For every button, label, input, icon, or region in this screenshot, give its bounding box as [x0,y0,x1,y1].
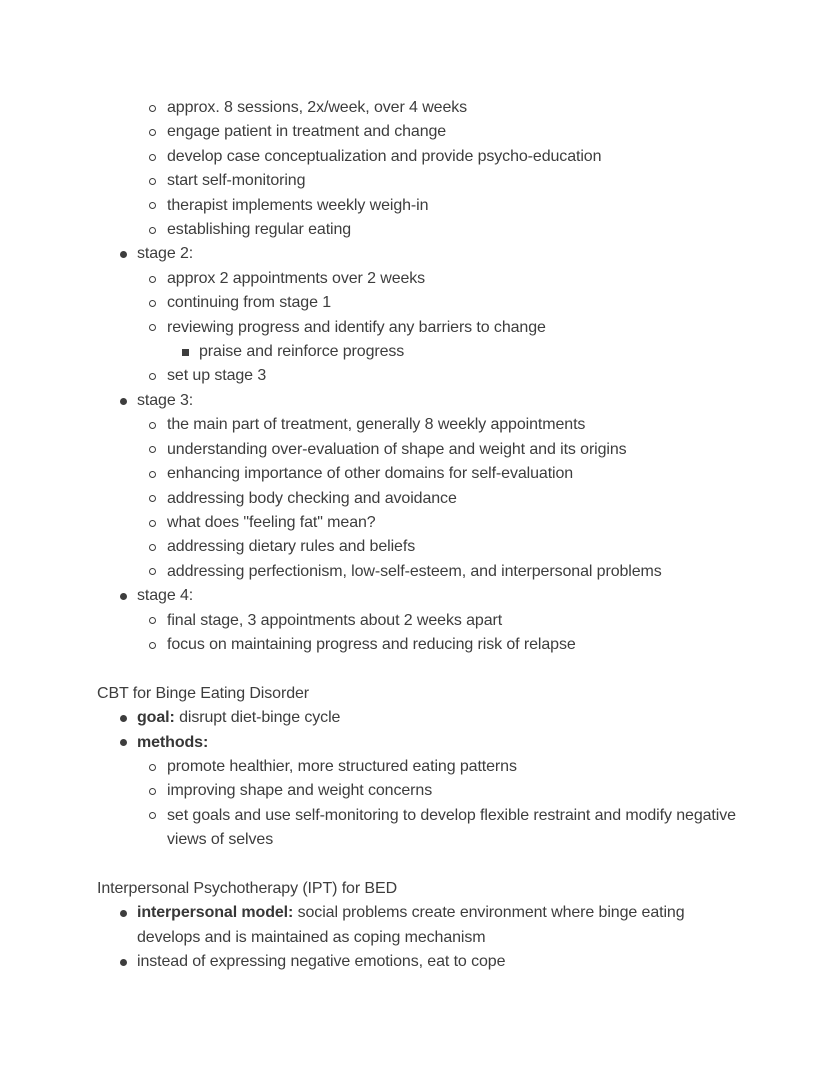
list-item-text: set up stage 3 [167,367,267,385]
list-item [97,755,737,779]
blank-line [97,853,737,877]
list-item-text: establishing regular eating [167,221,352,239]
list-item [97,242,737,266]
section-heading [97,682,737,706]
list-item-text: stage 2: [137,245,194,263]
list-item [97,584,737,608]
list-item [97,218,737,242]
list-item-text: what does "feeling fat" mean? [167,513,376,531]
list-item-text: promote healthier, more structured eating patterns [167,757,517,775]
list-item [97,633,737,657]
list-item-text: set goals and use self-monitoring to develop flexible restraint and modify negative views of selves [167,806,736,849]
list-item-text: stage 3: [137,391,194,409]
list-item-text [137,731,737,755]
bullet-circle-icon [149,544,156,551]
list-item-text: continuing from stage 1 [167,294,332,312]
bullet-circle-icon [149,617,156,624]
list-item [97,340,737,364]
list-item-text: Interpersonal Psychotherapy (IPT) for BED [97,879,398,897]
list-item-text: praise and reinforce progress [199,343,405,361]
list-item-text: therapist implements weekly weigh-in [167,196,429,214]
bullet-circle-icon [149,373,156,380]
list-item-bold-prefix: goal: [137,709,175,727]
list-item [97,169,737,193]
list-item [97,438,737,462]
list-item [97,950,737,974]
list-item-text: reviewing progress and identify any barriers to change [167,318,546,336]
notes-content [97,96,737,975]
list-item-text: the main part of treatment, generally 8 weekly appointments [167,416,586,434]
list-item-text: addressing body checking and avoidance [167,489,457,507]
list-item [97,96,737,120]
bullet-circle-icon [149,129,156,136]
list-item-bold-prefix: methods: [137,733,209,751]
bullet-circle-icon [149,495,156,502]
list-item [97,609,737,633]
bullet-circle-icon [149,471,156,478]
list-item [97,267,737,291]
list-item [97,706,737,730]
list-item [97,804,737,853]
list-item [97,535,737,559]
bullet-disc-icon [120,910,127,917]
bullet-disc-icon [120,959,127,966]
bullet-circle-icon [149,178,156,185]
bullet-circle-icon [149,324,156,331]
bullet-circle-icon [149,154,156,161]
list-item-text: start self-monitoring [167,172,306,190]
bullet-circle-icon [149,202,156,209]
list-item-text: stage 4: [137,587,194,605]
bullet-disc-icon [120,398,127,405]
list-item-text [137,706,737,730]
bullet-square-icon [182,349,189,356]
bullet-circle-icon [149,276,156,283]
list-item [97,194,737,218]
bullet-circle-icon [149,520,156,527]
list-item [97,364,737,388]
bullet-disc-icon [120,251,127,258]
list-item [97,316,737,340]
list-item-text [137,901,737,950]
bullet-circle-icon [149,568,156,575]
list-item [97,511,737,535]
bullet-circle-icon [149,764,156,771]
list-item-text: addressing dietary rules and beliefs [167,538,416,556]
list-item-text: improving shape and weight concerns [167,782,433,800]
bullet-disc-icon [120,593,127,600]
list-item-text: approx. 8 sessions, 2x/week, over 4 weeks [167,99,468,116]
list-item-text: final stage, 3 appointments about 2 weeks apart [167,611,503,629]
list-item-text: CBT for Binge Eating Disorder [97,684,310,702]
list-item-bold-prefix: interpersonal model: [137,904,294,922]
list-item-text: engage patient in treatment and change [167,123,447,141]
list-item-text: approx 2 appointments over 2 weeks [167,269,426,287]
list-item [97,779,737,803]
list-item-text: enhancing importance of other domains for self-evaluation [167,465,574,483]
bullet-circle-icon [149,300,156,307]
bullet-circle-icon [149,642,156,649]
bullet-disc-icon [120,739,127,746]
list-item [97,462,737,486]
list-item [97,145,737,169]
list-item [97,291,737,315]
bullet-circle-icon [149,227,156,234]
bullet-circle-icon [149,105,156,112]
section-heading [97,877,737,901]
list-item [97,560,737,584]
bullet-circle-icon [149,788,156,795]
list-item [97,413,737,437]
list-item-rest-text: disrupt diet-binge cycle [174,709,341,727]
bullet-circle-icon [149,446,156,453]
list-item [97,731,737,755]
list-item [97,901,737,950]
list-item [97,120,737,144]
list-item-rest-text: social problems create environment where binge eating develops and is maintained as coping mechanism [137,904,685,946]
bullet-circle-icon [149,422,156,429]
list-item [97,389,737,413]
list-item [97,487,737,511]
list-item-text: addressing perfectionism, low-self-esteem, and interpersonal problems [167,562,662,580]
bullet-disc-icon [120,715,127,722]
blank-line [97,657,737,681]
notes-list [97,96,737,975]
list-item-text: focus on maintaining progress and reducing risk of relapse [167,635,576,653]
list-item-text: understanding over-evaluation of shape and weight and its origins [167,440,627,458]
list-item-text: instead of expressing negative emotions, eat to cope [137,953,506,971]
bullet-circle-icon [149,812,156,819]
list-item-text: develop case conceptualization and provide psycho-education [167,147,602,165]
